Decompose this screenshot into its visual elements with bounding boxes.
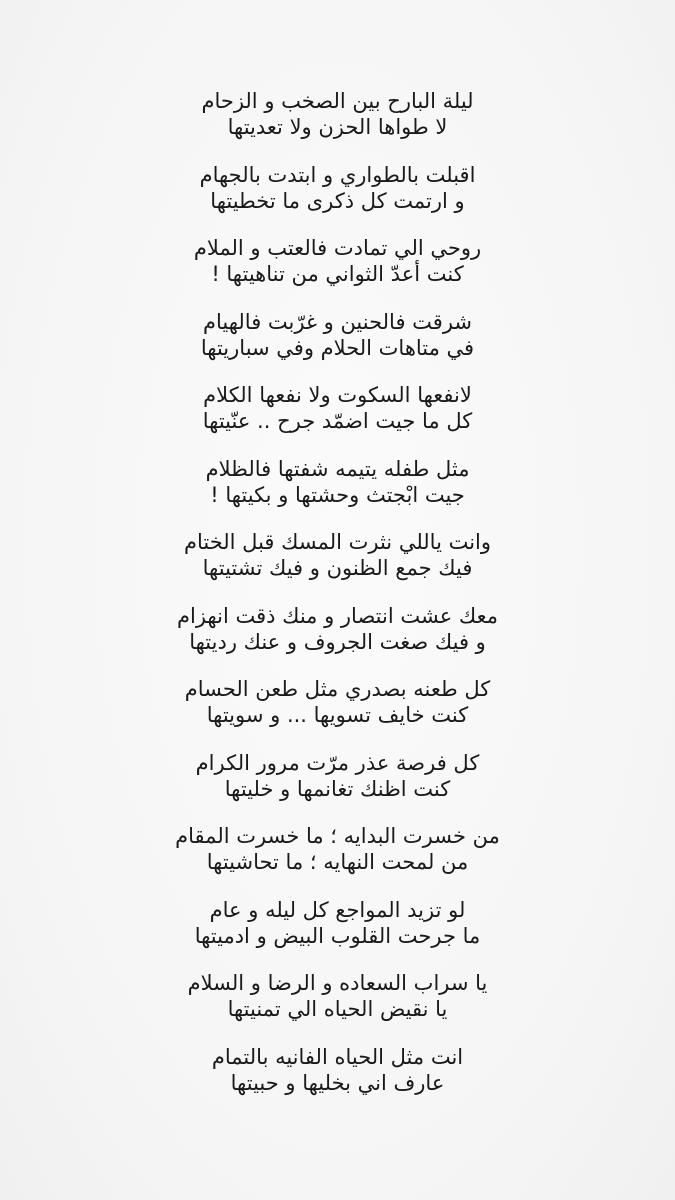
stanza-6: [0, 456, 675, 530]
verse-line: وانت ياللي نثرت المسك قبل الختام: [183, 530, 492, 554]
verse-line: لانفعها السكوت ولا نفعها الكلام: [203, 383, 472, 407]
verse-line: كل طعنه بصدري مثل طعن الحسام: [184, 677, 491, 701]
verse-line: اقبلت بالطواري و ابتدت بالجهام: [199, 162, 476, 187]
verse-line: كنت خايف تسويها ... و سويتها: [206, 703, 469, 727]
verse-line: و فيك صغت الجروف و عنك رديتها: [189, 629, 486, 654]
stanza-2: [0, 162, 675, 236]
verse-line: كنت اظنك تغانمها و خليتها: [224, 776, 451, 801]
stanza-10: [0, 750, 675, 824]
stanza-3: [0, 235, 675, 309]
verse-line: عارف اني بخليها و حبيتها: [230, 1070, 445, 1095]
verse-line: ليلة البارح بين الصخب و الزحام: [201, 89, 474, 113]
stanza-14: [0, 1044, 675, 1118]
stanza-7: [0, 529, 675, 603]
verse-line: كل ما جيت اضمّد جرح .. عنّيتها: [202, 409, 473, 433]
stanza-9: [0, 676, 675, 750]
stanza-13: [0, 970, 675, 1044]
verse-line: لا طواها الحزن ولا تعديتها: [227, 115, 448, 139]
verse-line: انت مثل الحياه الفانيه بالتمام: [211, 1044, 464, 1069]
verse-line: يا نقيض الحياه الي تمنيتها: [227, 997, 448, 1021]
stanza-4: [0, 309, 675, 383]
verse-line: فيك جمع الظنون و فيك تشتيتها: [202, 556, 473, 580]
poem-body: [0, 88, 675, 1117]
stanza-8: [0, 603, 675, 677]
verse-line: ما جرحت القلوب البيض و ادميتها: [194, 923, 481, 948]
verse-line: جيت ابْجتث وحشتها و بكيتها !: [210, 482, 465, 507]
verse-line: روحي الي تمادت فالعتب و الملام: [193, 236, 482, 260]
verse-line: من خسرت البدايه ؛ ما خسرت المقام: [175, 824, 500, 848]
verse-line: مثل طفله يتيمه شفتها فالظلام: [205, 456, 470, 481]
verse-line: كل فرصة عذر مرّت مرور الكرام: [195, 750, 480, 775]
verse-line: لو تزيد المواجع كل ليله و عام: [209, 897, 466, 922]
stanza-1: [0, 88, 675, 162]
verse-line: كنت أعدّ الثواني من تناهيتها !: [211, 262, 464, 286]
verse-line: شرقت فالحنين و غرّبت فالهيام: [202, 309, 473, 334]
stanza-11: [0, 823, 675, 897]
verse-line: يا سراب السعاده و الرضا و السلام: [187, 971, 488, 995]
verse-line: من لمحت النهايه ؛ ما تحاشيتها: [206, 850, 469, 874]
stanza-5: [0, 382, 675, 456]
verse-line: في متاهات الحلام وفي سباريتها: [200, 335, 475, 360]
verse-line: و ارتمت كل ذكرى ما تخطيتها: [210, 188, 465, 213]
stanza-12: [0, 897, 675, 971]
verse-line: معك عشت انتصار و منك ذقت انهزام: [177, 603, 498, 628]
